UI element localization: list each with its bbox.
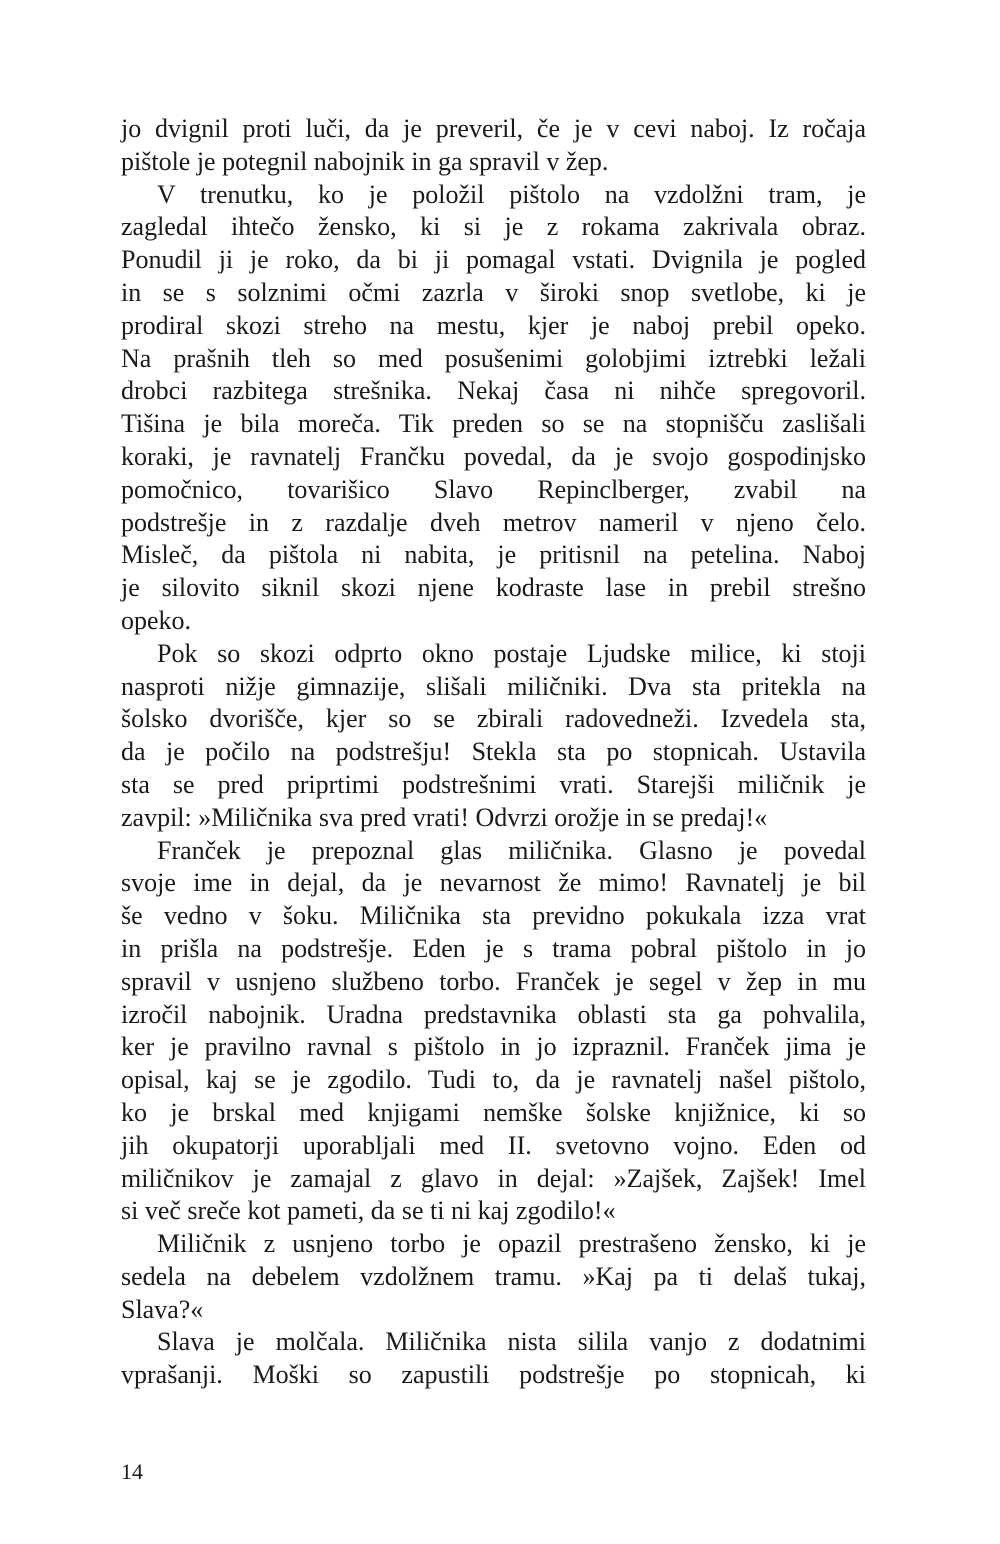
text-line: Miličnik z usnjeno torbo je opazil prestrašeno žensko, ki je	[157, 1229, 866, 1259]
text-line: Misleč, da pištola ni nabita, je pritisnil na petelina. Naboj	[121, 540, 866, 570]
text-line: ko je brskal med knjigami nemške šolske knjižnice, ki so	[121, 1097, 866, 1127]
text-line: sta se pred priprtimi podstrešnimi vrati. Starejši miličnik je	[121, 769, 866, 799]
text-line: drobci razbitega strešnika. Nekaj časa ni nihče spregovoril.	[121, 376, 866, 406]
page-body-text	[121, 113, 866, 1392]
text-line: ker je pravilno ravnal s pištolo in jo izpraznil. Franček jima je	[121, 1032, 866, 1062]
text-line: zagledal ihtečo žensko, ki si je z rokama zakrivala obraz.	[121, 212, 866, 242]
text-line: podstrešje in z razdalje dveh metrov nameril v njeno čelo.	[121, 507, 866, 537]
text-line: prodiral skozi streho na mestu, kjer je naboj prebil opeko.	[121, 310, 866, 340]
text-line: opeko.	[121, 605, 192, 635]
text-line: Tišina je bila moreča. Tik preden so se na stopnišču zaslišali	[121, 409, 866, 439]
text-line: V trenutku, ko je položil pištolo na vzdolžni tram, je	[157, 179, 866, 209]
text-line: Ponudil ji je roko, da bi ji pomagal vstati. Dvignila je pogled	[121, 245, 866, 275]
text-line: Pok so skozi odprto okno postaje Ljudske milice, ki stoji	[157, 638, 866, 668]
text-line: zavpil: »Miličnika sva pred vrati! Odvrzi orožje in se predaj!«	[121, 802, 768, 832]
text-line: pištole je potegnil nabojnik in ga spravil v žep.	[121, 146, 609, 176]
text-line: je silovito siknil skozi njene kodraste lase in prebil strešno	[121, 573, 866, 603]
text-line: Na prašnih tleh so med posušenimi golobjimi iztrebki ležali	[121, 343, 866, 373]
text-line: in se s solznimi očmi zazrla v široki snop svetlobe, ki je	[121, 277, 866, 307]
text-line: sedela na debelem vzdolžnem tramu. »Kaj pa ti delaš tukaj,	[121, 1261, 866, 1291]
text-line: Slava je molčala. Miličnika nista silila vanjo z dodatnimi	[157, 1327, 866, 1357]
text-line: izročil nabojnik. Uradna predstavnika oblasti sta ga pohvalila,	[121, 999, 866, 1029]
text-line: pomočnico, tovarišico Slavo Repinclberger, zvabil na	[121, 474, 866, 504]
text-line: vprašanji. Moški so zapustili podstrešje po stopnicah, ki	[121, 1360, 866, 1390]
page-number: 14	[121, 1459, 143, 1484]
text-line: svoje ime in dejal, da je nevarnost že mimo! Ravnatelj je bil	[121, 868, 866, 898]
text-line: spravil v usnjeno službeno torbo. Franček je segel v žep in mu	[121, 966, 866, 996]
text-line: da je počilo na podstrešju! Stekla sta po stopnicah. Ustavila	[121, 737, 866, 767]
text-line: miličnikov je zamajal z glavo in dejal: »Zajšek, Zajšek! Imel	[121, 1163, 866, 1193]
text-line: si več sreče kot pameti, da se ti ni kaj zgodilo!«	[121, 1196, 616, 1226]
text-line: šolsko dvorišče, kjer so se zbirali radovedneži. Izvedela sta,	[121, 704, 866, 734]
text-line: opisal, kaj se je zgodilo. Tudi to, da je ravnatelj našel pištolo,	[121, 1065, 866, 1095]
text-line: še vedno v šoku. Miličnika sta previdno pokukala izza vrat	[121, 901, 866, 931]
text-line: Slava?«	[121, 1294, 204, 1324]
text-line: in prišla na podstrešje. Eden je s trama pobral pištolo in jo	[121, 933, 866, 963]
text-line: koraki, je ravnatelj Frančku povedal, da je svojo gospodinjsko	[121, 441, 866, 471]
text-line: jo dvignil proti luči, da je preveril, če je v cevi naboj. Iz ročaja	[121, 114, 866, 143]
text-line: Franček je prepoznal glas miličnika. Glasno je povedal	[157, 835, 866, 865]
text-line: nasproti nižje gimnazije, slišali miličniki. Dva sta pritekla na	[121, 671, 866, 701]
text-line: jih okupatorji uporabljali med II. svetovno vojno. Eden od	[121, 1130, 866, 1160]
